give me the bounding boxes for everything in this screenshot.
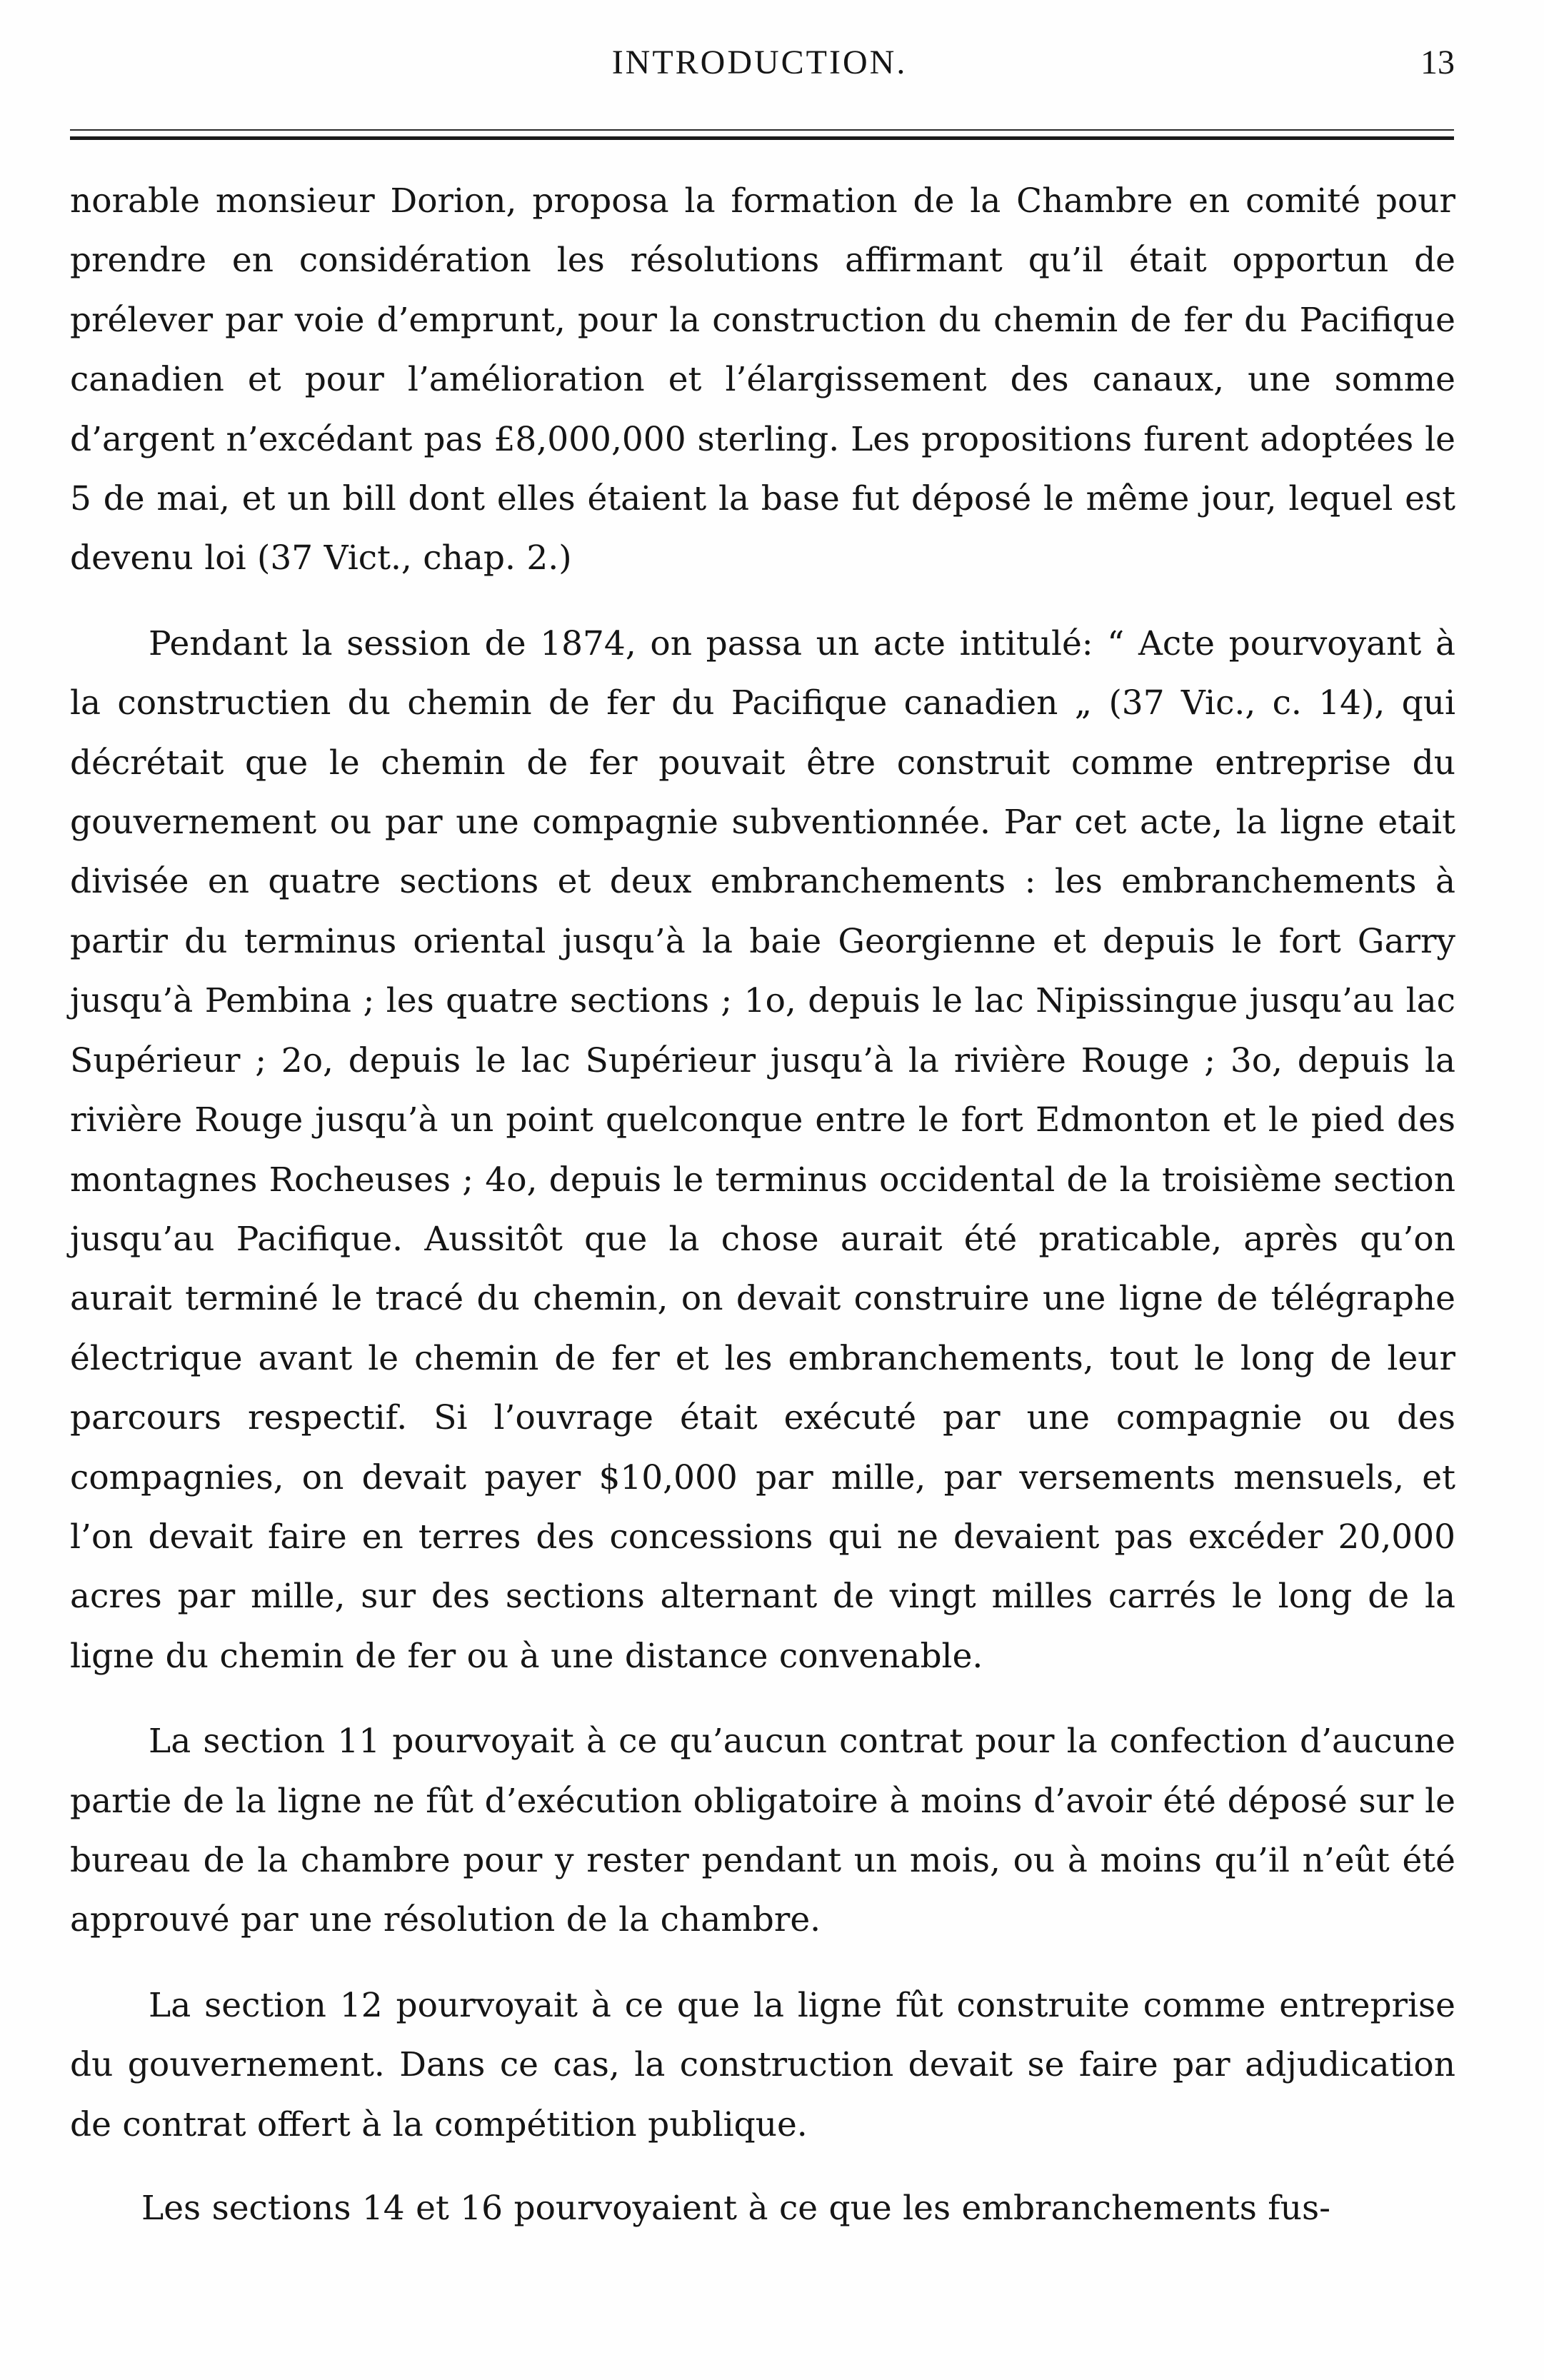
- paragraph-continuation: norable monsieur Dorion, proposa la formation de la Chambre en comité pour prendre en considération les résolutions affirmant qu’il était opportun de prélever par voie d’emprunt, pour la construction du chemin de fer du Pacifique canadien et pour l’amélioration et l’élargissement des canaux, une somme d’argent n’excédant pas £8,000,000 sterling. Les propositions furent adoptées le 5 de mai, et un bill dont elles étaient la base fut déposé le même jour, lequel est devenu loi (37 Vict., chap. 2.): [70, 181, 1455, 578]
- page-header: [64, 46, 1455, 96]
- page-number: 13: [1420, 44, 1455, 81]
- paragraph-session-1874: Pendant la session de 1874, on passa un acte intitulé: “ Acte pourvoyant à la constructien du chemin de fer du Pacifique canadien „ (37 Vic., c. 14), qui décrétait que le chemin de fer pouvait être construit comme entreprise du gouvernement ou par une compagnie subventionnée. Par cet acte, la ligne etait divisée en quatre sections et deux embranchements : les embranchements à partir du terminus oriental jusqu’à la baie Georgienne et depuis le fort Garry jusqu’à Pembina ; les quatre sections ; 1o, depuis le lac Nipissingue jusqu’au lac Supérieur ; 2o, depuis le lac Supérieur jusqu’à la rivière Rouge ; 3o, depuis la rivière Rouge jusqu’à un point quelconque entre le fort Edmonton et le pied des montagnes Rocheuses ; 4o, depuis le terminus occidental de la troisième section jusqu’au Pacifique. Aussitôt que la chose aurait été praticable, après qu’on aurait terminé le tracé du chemin, on devait construire une ligne de télégraphe électrique avant le chemin de fer et les embranchements, tout le long de leur parcours respectif. Si l’ouvrage était exécuté par une compagnie ou des compagnies, on devait payer $10,000 par mille, par versements mensuels, et l’on devait faire en terres des concessions qui ne devaient pas excéder 20,000 acres par mille, sur des sections alternant de vingt milles carrés le long de la ligne du chemin de fer ou à une distance convenable.: [70, 623, 1455, 1676]
- paragraph-section-11: La section 11 pourvoyait à ce qu’aucun contrat pour la confection d’aucune partie de la ligne ne fût d’exécution obligatoire à moins d’avoir été déposé sur le bureau de la chambre pour y rester pendant un mois, ou à moins qu’il n’eût été approuvé par une résolution de la chambre.: [70, 1722, 1455, 1940]
- paragraph-section-12: La section 12 pourvoyait à ce que la ligne fût construite comme entreprise du gouvernement. Dans ce cas, la construction devait se faire par adjudication de contrat offert à la compétition publique.: [70, 1985, 1455, 2144]
- body-text: [70, 171, 1455, 2238]
- header-rule-thick: [70, 136, 1454, 140]
- header-rule-thin: [70, 129, 1454, 131]
- running-head: INTRODUCTION.: [611, 44, 908, 81]
- paragraph-sections-14-16: Les sections 14 et 16 pourvoyaient à ce que les embranchements fus-: [141, 2189, 1330, 2228]
